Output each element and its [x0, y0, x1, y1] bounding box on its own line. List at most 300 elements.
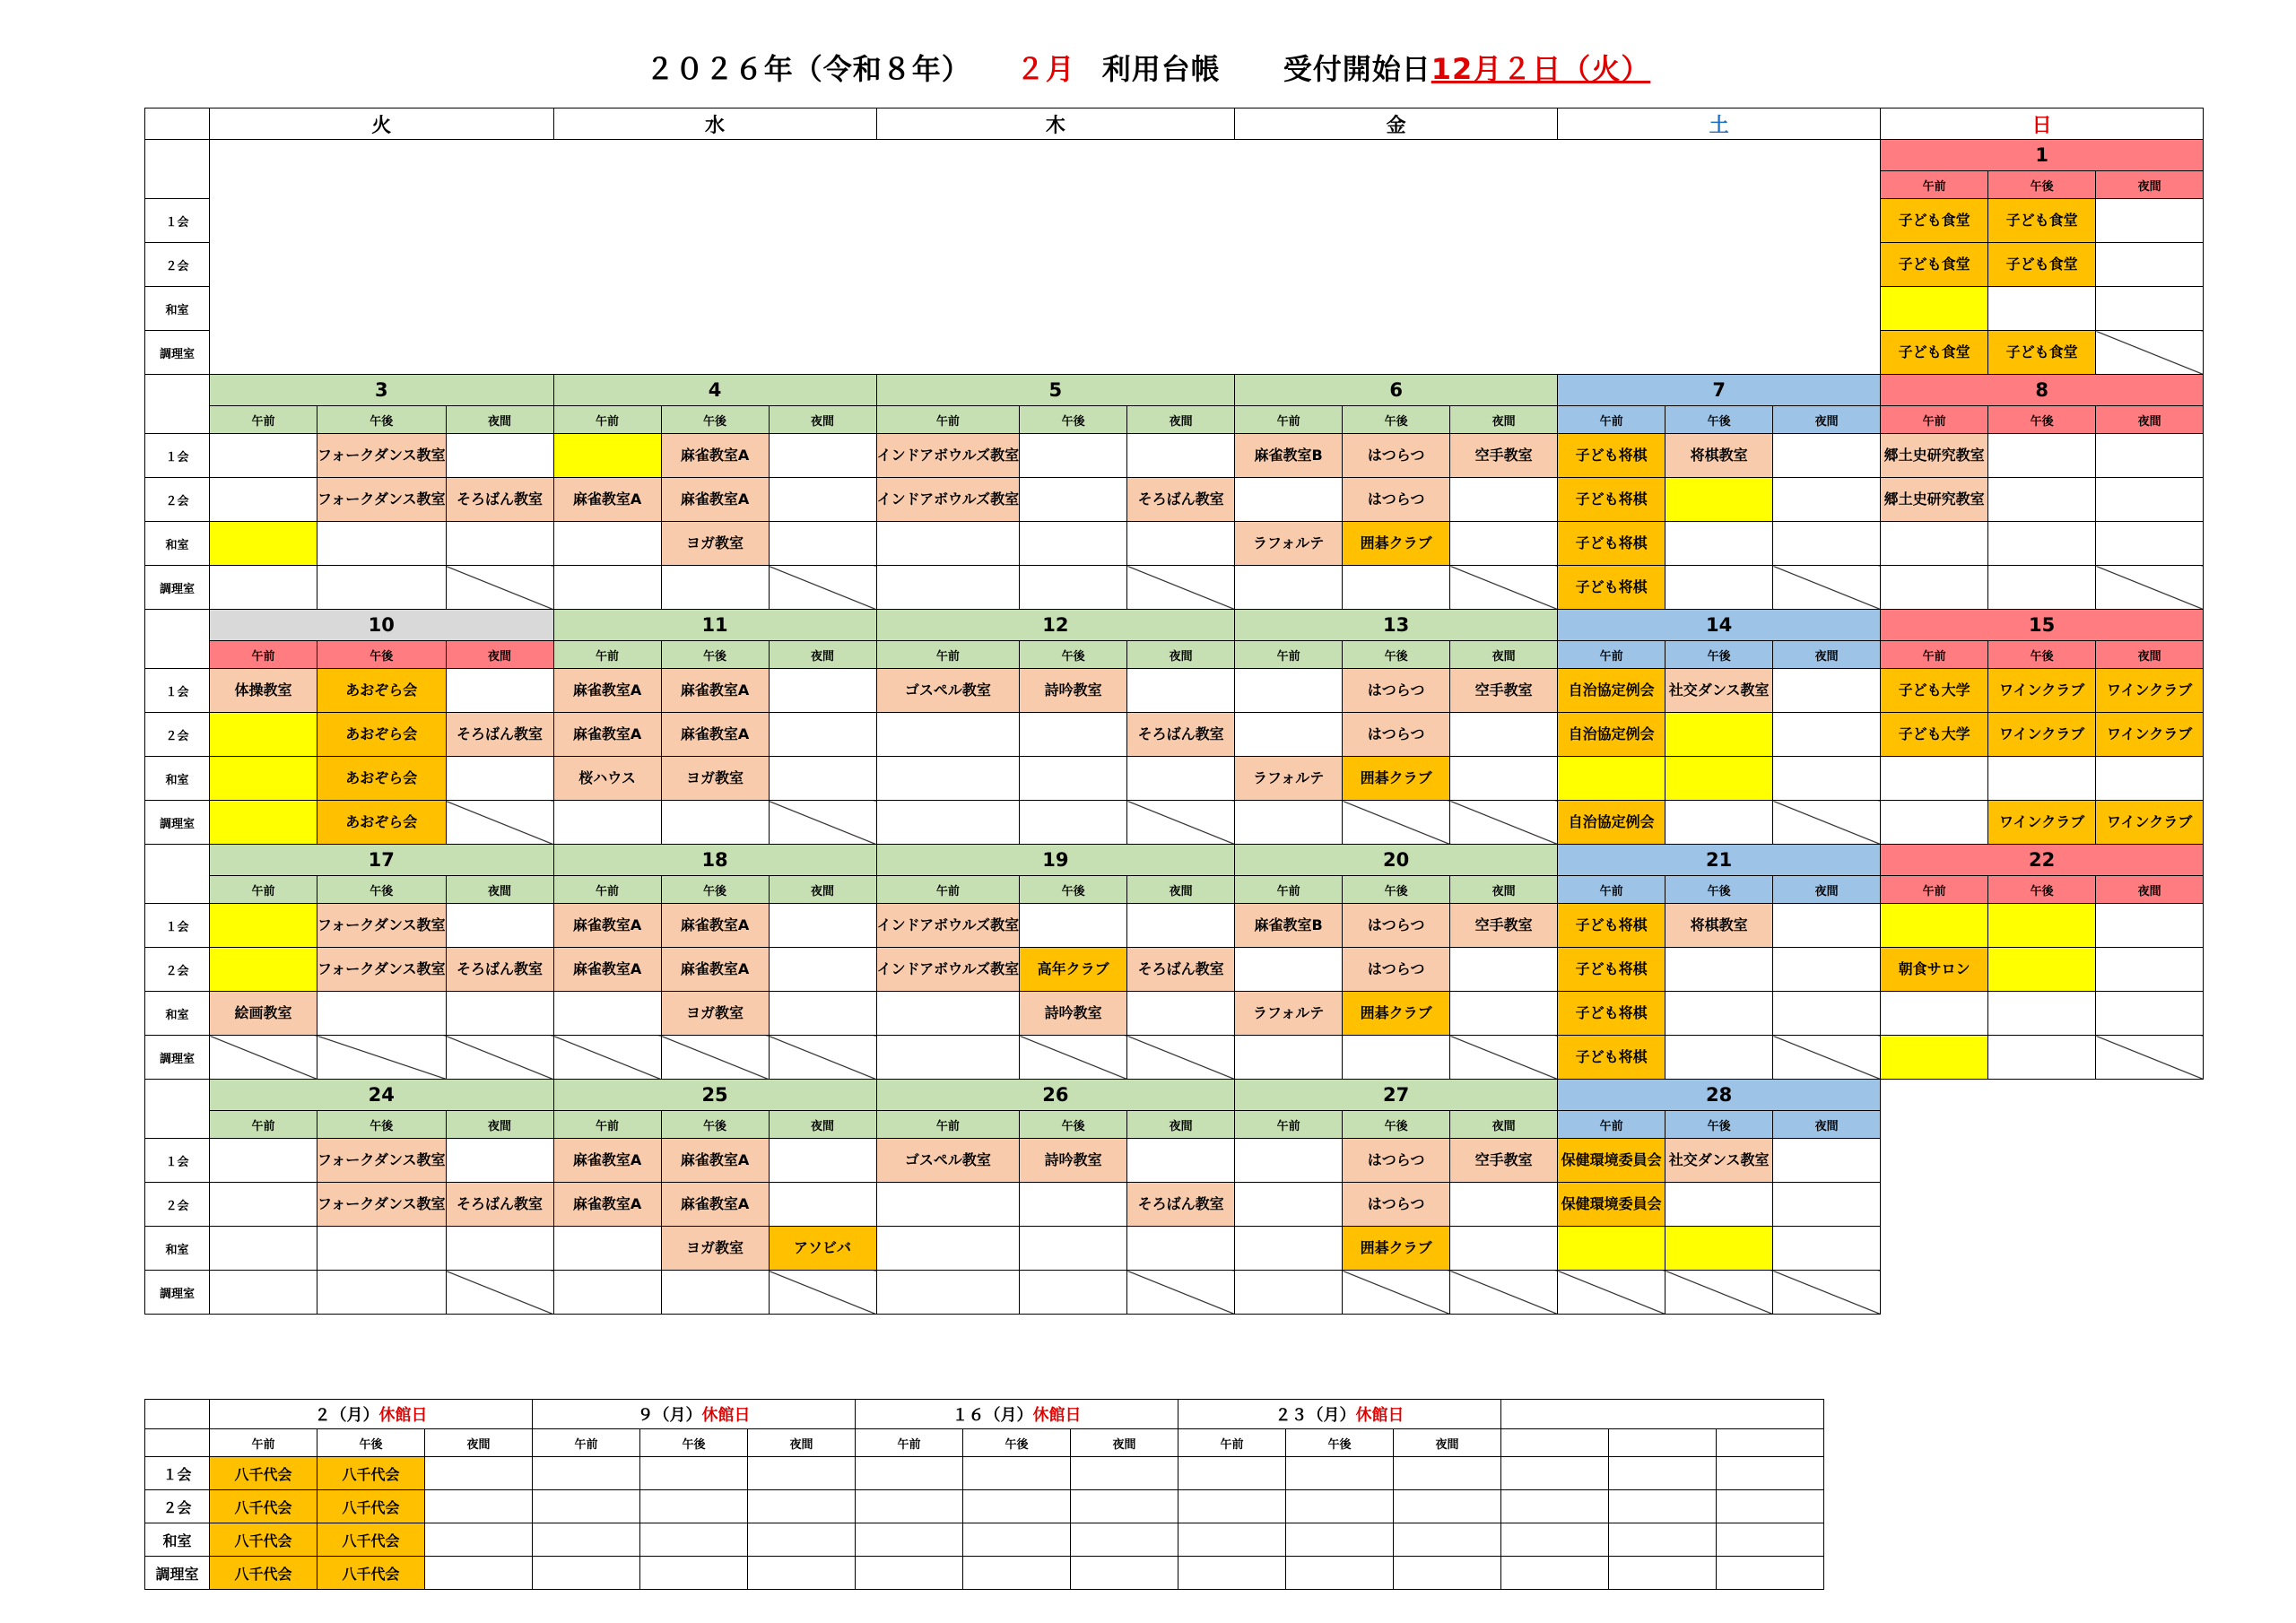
- unavailable-cell: [661, 1036, 769, 1080]
- booking-cell: 囲碁クラブ: [1343, 522, 1450, 566]
- empty-cell: [1235, 801, 1343, 845]
- period-row: [145, 406, 2204, 434]
- booking-cell: 子ども食堂: [1881, 331, 1988, 375]
- empty-cell: [2096, 992, 2204, 1036]
- empty-cell: [1665, 478, 1773, 522]
- empty-cell: [1665, 992, 1773, 1036]
- empty-cell: [1178, 1557, 1286, 1590]
- day-number: 18: [553, 845, 876, 876]
- empty-cell: [1665, 757, 1773, 801]
- unavailable-cell: [1450, 566, 1558, 610]
- empty-cell: [2096, 522, 2204, 566]
- closed-day-date: ２（月）: [314, 1406, 379, 1425]
- period-label: 午後: [1343, 641, 1450, 669]
- period-label: 午後: [1343, 1111, 1450, 1139]
- period-label: 夜間: [2096, 641, 2204, 669]
- booking-cell: インドアボウルズ教室: [876, 434, 1020, 478]
- booking-cell: ワインクラブ: [1988, 713, 2096, 757]
- closed-extra-header: [1501, 1400, 1824, 1429]
- booking-cell: そろばん教室: [446, 948, 553, 992]
- period-label: 午後: [1665, 876, 1773, 904]
- empty-cell: [769, 434, 876, 478]
- closed-extra-cell: [1609, 1457, 1717, 1490]
- day-number: 11: [553, 610, 876, 641]
- day-number: 28: [1558, 1080, 1881, 1111]
- period-label: 午前: [1235, 641, 1343, 669]
- booking-cell: ラフォルテ: [1235, 522, 1343, 566]
- booking-cell: ゴスペル教室: [876, 669, 1020, 713]
- booking-cell: そろばん教室: [1127, 1183, 1235, 1227]
- booking-cell: あおぞら会: [317, 757, 447, 801]
- booking-cell: 社交ダンス教室: [1665, 669, 1773, 713]
- day-number: 24: [210, 1080, 554, 1111]
- empty-cell: [1881, 992, 1988, 1036]
- booking-cell: 八千代会: [210, 1457, 317, 1490]
- empty-cell: [2096, 948, 2204, 992]
- period-label: 午前: [553, 1111, 661, 1139]
- booking-cell: ヨガ教室: [661, 757, 769, 801]
- closed-holiday-label: 休館日: [1032, 1406, 1082, 1425]
- unavailable-cell: [210, 1036, 317, 1080]
- period-label: 午前: [210, 641, 317, 669]
- weekday-1: 水: [553, 108, 876, 140]
- booking-cell: はつらつ: [1343, 434, 1450, 478]
- empty-cell: [1127, 992, 1235, 1036]
- empty-cell: [876, 522, 1020, 566]
- empty-cell: [2096, 478, 2204, 522]
- room-label: 調理室: [145, 1557, 210, 1590]
- booking-cell: 将棋教室: [1665, 904, 1773, 948]
- period-label: 夜間: [1450, 876, 1558, 904]
- room-label: ２会: [145, 1183, 210, 1227]
- period-label: 午後: [661, 406, 769, 434]
- empty-cell: [2096, 434, 2204, 478]
- booking-cell: 八千代会: [317, 1523, 425, 1557]
- date-row: [145, 610, 2204, 641]
- closed-extra-cell: [1501, 1557, 1609, 1590]
- booking-cell: 保健環境委員会: [1558, 1139, 1665, 1183]
- empty-trailing-day: [1881, 1080, 2204, 1315]
- unavailable-cell: [1558, 1271, 1665, 1315]
- booking-cell: 麻雀教室A: [553, 713, 661, 757]
- empty-cell: [446, 757, 553, 801]
- empty-cell: [1881, 566, 1988, 610]
- room-label: ２会: [145, 243, 210, 287]
- empty-cell: [1178, 1457, 1286, 1490]
- empty-cell: [1235, 478, 1343, 522]
- empty-cell: [1665, 522, 1773, 566]
- weekday-0: 火: [210, 108, 554, 140]
- period-label: 午前: [1235, 1111, 1343, 1139]
- empty-cell: [1235, 669, 1343, 713]
- period-label: 午後: [317, 1429, 425, 1457]
- empty-cell: [210, 478, 317, 522]
- closed-date-row: [145, 1400, 1824, 1429]
- period-label: 夜間: [748, 1429, 856, 1457]
- empty-cell: [1020, 1183, 1127, 1227]
- empty-cell: [640, 1523, 748, 1557]
- room-row: [145, 669, 2204, 713]
- empty-cell: [963, 1523, 1071, 1557]
- period-label: 午後: [1988, 876, 2096, 904]
- room-label: 和室: [145, 757, 210, 801]
- empty-cell: [1881, 287, 1988, 331]
- closed-day-date: ９（月）: [637, 1406, 702, 1425]
- booking-cell: 自治協定例会: [1558, 669, 1665, 713]
- period-label: 夜間: [1450, 641, 1558, 669]
- empty-cell: [533, 1490, 640, 1523]
- unavailable-cell: [769, 1271, 876, 1315]
- empty-cell: [1020, 1271, 1127, 1315]
- empty-cell: [1988, 904, 2096, 948]
- booking-cell: フォークダンス教室: [317, 948, 447, 992]
- empty-cell: [963, 1490, 1071, 1523]
- empty-cell: [1071, 1557, 1178, 1590]
- room-row: [145, 522, 2204, 566]
- empty-cell: [1773, 713, 1881, 757]
- period-label: 夜間: [1127, 1111, 1235, 1139]
- booking-cell: 麻雀教室A: [553, 904, 661, 948]
- empty-cell: [1988, 757, 2096, 801]
- booking-cell: 囲碁クラブ: [1343, 1227, 1450, 1271]
- period-label: 午後: [317, 1111, 447, 1139]
- booking-cell: そろばん教室: [1127, 948, 1235, 992]
- empty-cell: [1665, 713, 1773, 757]
- closed-period-row: [145, 1429, 1824, 1457]
- empty-cell: [210, 1227, 317, 1271]
- empty-cell: [210, 1139, 317, 1183]
- period-label: 午前: [1178, 1429, 1286, 1457]
- page-title: [0, 47, 2296, 88]
- empty-cell: [769, 669, 876, 713]
- period-label: 午後: [1665, 641, 1773, 669]
- empty-cell: [1020, 434, 1127, 478]
- empty-cell: [210, 566, 317, 610]
- closed-days-table: [144, 1399, 1824, 1590]
- booking-cell: ラフォルテ: [1235, 757, 1343, 801]
- period-label: 午後: [1020, 1111, 1127, 1139]
- empty-cell: [446, 1227, 553, 1271]
- booking-cell: 麻雀教室A: [661, 713, 769, 757]
- empty-cell: [210, 1183, 317, 1227]
- empty-cell: [425, 1523, 533, 1557]
- room-row: [145, 1036, 2204, 1080]
- period-label: 午前: [876, 641, 1020, 669]
- booking-cell: はつらつ: [1343, 1183, 1450, 1227]
- empty-cell: [533, 1523, 640, 1557]
- room-row: [145, 478, 2204, 522]
- empty-cell: [1127, 1227, 1235, 1271]
- empty-cell: [1286, 1490, 1394, 1523]
- empty-cell: [446, 1139, 553, 1183]
- booking-cell: 麻雀教室B: [1235, 904, 1343, 948]
- empty-cell: [1394, 1457, 1501, 1490]
- empty-cell: [2096, 757, 2204, 801]
- unavailable-cell: [769, 566, 876, 610]
- room-row: [145, 948, 2204, 992]
- period-label: 夜間: [2096, 876, 2204, 904]
- room-label: １会: [145, 1139, 210, 1183]
- date-row: [145, 1080, 2204, 1111]
- booking-cell: 子ども将棋: [1558, 948, 1665, 992]
- empty-cell: [1235, 1227, 1343, 1271]
- empty-cell: [1450, 757, 1558, 801]
- period-label: 午前: [1558, 406, 1665, 434]
- empty-cell: [876, 801, 1020, 845]
- closed-corner-2: [145, 1429, 210, 1457]
- unavailable-cell: [317, 1036, 447, 1080]
- empty-cell: [769, 904, 876, 948]
- closed-extra-cell: [1609, 1523, 1717, 1557]
- closed-day-header: [533, 1400, 856, 1429]
- unavailable-cell: [446, 566, 553, 610]
- period-label: 午前: [553, 406, 661, 434]
- empty-cell: [769, 522, 876, 566]
- room-label: 調理室: [145, 801, 210, 845]
- booking-cell: 子ども将棋: [1558, 1036, 1665, 1080]
- period-label: 午後: [661, 1111, 769, 1139]
- room-label: 和室: [145, 992, 210, 1036]
- unavailable-cell: [1450, 801, 1558, 845]
- period-label: 午前: [876, 876, 1020, 904]
- empty-cell: [640, 1457, 748, 1490]
- empty-cell: [769, 478, 876, 522]
- booking-cell: ワインクラブ: [1988, 801, 2096, 845]
- room-row: [145, 904, 2204, 948]
- unavailable-cell: [1343, 1271, 1450, 1315]
- empty-cell: [553, 1271, 661, 1315]
- empty-cell: [1558, 1227, 1665, 1271]
- empty-cell: [446, 669, 553, 713]
- unavailable-cell: [1127, 801, 1235, 845]
- booking-cell: 麻雀教室A: [661, 948, 769, 992]
- day-number: 22: [1881, 845, 2204, 876]
- period-label: 午後: [317, 876, 447, 904]
- booking-cell: 麻雀教室A: [661, 478, 769, 522]
- empty-cell: [876, 1183, 1020, 1227]
- empty-cell: [1235, 1271, 1343, 1315]
- booking-cell: あおぞら会: [317, 801, 447, 845]
- booking-cell: 子ども将棋: [1558, 904, 1665, 948]
- unavailable-cell: [769, 1036, 876, 1080]
- room-row: [145, 713, 2204, 757]
- period-label: 午前: [1881, 876, 1988, 904]
- empty-cell: [1071, 1490, 1178, 1523]
- period-label: 午前: [1558, 876, 1665, 904]
- booking-cell: ワインクラブ: [2096, 713, 2204, 757]
- room-label: 調理室: [145, 1036, 210, 1080]
- empty-cell: [769, 992, 876, 1036]
- week-label-cell: [145, 610, 210, 669]
- empty-cell: [210, 801, 317, 845]
- unavailable-cell: [1020, 1036, 1127, 1080]
- booking-cell: 郷土史研究教室: [1881, 478, 1988, 522]
- booking-cell: 子ども大学: [1881, 713, 1988, 757]
- date-row: [145, 140, 2204, 171]
- booking-cell: 絵画教室: [210, 992, 317, 1036]
- day-number: 4: [553, 375, 876, 406]
- empty-cell: [1665, 566, 1773, 610]
- period-label: 夜間: [769, 641, 876, 669]
- empty-cell: [446, 992, 553, 1036]
- period-label: 午前: [876, 406, 1020, 434]
- empty-cell: [1773, 478, 1881, 522]
- closed-day-header: [210, 1400, 533, 1429]
- room-label: １会: [145, 669, 210, 713]
- empty-cell: [1665, 1036, 1773, 1080]
- empty-cell: [1988, 948, 2096, 992]
- room-label: ２会: [145, 1490, 210, 1523]
- empty-leading-days: [210, 140, 1881, 375]
- empty-cell: [1235, 1036, 1343, 1080]
- booking-cell: そろばん教室: [1127, 713, 1235, 757]
- booking-cell: そろばん教室: [446, 478, 553, 522]
- unavailable-cell: [1773, 1036, 1881, 1080]
- period-label: 夜間: [1773, 1111, 1881, 1139]
- booking-cell: 自治協定例会: [1558, 801, 1665, 845]
- booking-cell: ヨガ教室: [661, 522, 769, 566]
- booking-cell: 子ども食堂: [1881, 199, 1988, 243]
- empty-cell: [553, 522, 661, 566]
- booking-cell: あおぞら会: [317, 669, 447, 713]
- empty-cell: [1020, 801, 1127, 845]
- weekday-4: 土: [1558, 108, 1881, 140]
- empty-cell: [1127, 757, 1235, 801]
- unavailable-cell: [446, 1271, 553, 1315]
- booking-cell: ラフォルテ: [1235, 992, 1343, 1036]
- empty-cell: [1665, 948, 1773, 992]
- empty-cell: [553, 1227, 661, 1271]
- empty-cell: [1020, 1227, 1127, 1271]
- unavailable-cell: [1127, 566, 1235, 610]
- empty-cell: [446, 522, 553, 566]
- period-label: 午後: [640, 1429, 748, 1457]
- closed-extra-cell: [1609, 1429, 1717, 1457]
- booking-cell: はつらつ: [1343, 478, 1450, 522]
- empty-cell: [533, 1557, 640, 1590]
- empty-cell: [963, 1557, 1071, 1590]
- empty-cell: [1127, 434, 1235, 478]
- booking-cell: ワインクラブ: [2096, 669, 2204, 713]
- empty-cell: [1773, 669, 1881, 713]
- empty-cell: [748, 1523, 856, 1557]
- empty-cell: [317, 566, 447, 610]
- day-number: 25: [553, 1080, 876, 1111]
- period-label: 夜間: [446, 406, 553, 434]
- period-label: 午後: [1020, 876, 1127, 904]
- unavailable-cell: [1773, 566, 1881, 610]
- room-label: １会: [145, 199, 210, 243]
- empty-cell: [533, 1457, 640, 1490]
- booking-cell: ワインクラブ: [2096, 801, 2204, 845]
- empty-cell: [876, 566, 1020, 610]
- unavailable-cell: [1127, 1271, 1235, 1315]
- empty-cell: [769, 1139, 876, 1183]
- period-label: 夜間: [769, 1111, 876, 1139]
- unavailable-cell: [1773, 801, 1881, 845]
- booking-cell: 子ども食堂: [1988, 331, 2096, 375]
- day-number: 14: [1558, 610, 1881, 641]
- booking-cell: フォークダンス教室: [317, 1183, 447, 1227]
- period-label: 午後: [1988, 641, 2096, 669]
- booking-cell: フォークダンス教室: [317, 1139, 447, 1183]
- empty-cell: [1988, 478, 2096, 522]
- unavailable-cell: [1450, 1271, 1558, 1315]
- period-label: 夜間: [769, 876, 876, 904]
- empty-cell: [661, 1271, 769, 1315]
- empty-cell: [210, 522, 317, 566]
- closed-day-date: ２３（月）: [1274, 1406, 1356, 1425]
- booking-cell: ゴスペル教室: [876, 1139, 1020, 1183]
- period-label: 夜間: [1127, 406, 1235, 434]
- empty-cell: [769, 713, 876, 757]
- booking-cell: 麻雀教室A: [553, 478, 661, 522]
- closed-day-date: １６（月）: [952, 1406, 1033, 1425]
- booking-cell: 八千代会: [210, 1490, 317, 1523]
- empty-cell: [1773, 992, 1881, 1036]
- period-label: 午前: [876, 1111, 1020, 1139]
- booking-cell: フォークダンス教室: [317, 434, 447, 478]
- day-number: 7: [1558, 375, 1881, 406]
- booking-cell: 麻雀教室A: [661, 904, 769, 948]
- room-row: [145, 566, 2204, 610]
- booking-cell: はつらつ: [1343, 904, 1450, 948]
- unavailable-cell: [553, 1036, 661, 1080]
- booking-cell: 麻雀教室A: [661, 1139, 769, 1183]
- period-row: [145, 641, 2204, 669]
- empty-cell: [1235, 1139, 1343, 1183]
- booking-cell: 自治協定例会: [1558, 713, 1665, 757]
- empty-cell: [2096, 287, 2204, 331]
- room-label: １会: [145, 434, 210, 478]
- booking-cell: 麻雀教室B: [1235, 434, 1343, 478]
- booking-cell: 詩吟教室: [1020, 669, 1127, 713]
- booking-cell: インドアボウルズ教室: [876, 478, 1020, 522]
- room-label: 和室: [145, 287, 210, 331]
- empty-cell: [1881, 522, 1988, 566]
- period-label: 夜間: [1773, 876, 1881, 904]
- booking-cell: ヨガ教室: [661, 992, 769, 1036]
- booking-cell: 八千代会: [317, 1457, 425, 1490]
- empty-cell: [1020, 713, 1127, 757]
- empty-cell: [876, 1271, 1020, 1315]
- room-label: 和室: [145, 1227, 210, 1271]
- empty-cell: [1773, 1227, 1881, 1271]
- empty-cell: [963, 1457, 1071, 1490]
- period-label: 午前: [210, 1111, 317, 1139]
- title-ledger: 利用台帳: [1101, 52, 1221, 86]
- day-number: 12: [876, 610, 1235, 641]
- header-corner: [145, 108, 210, 140]
- unavailable-cell: [2096, 331, 2204, 375]
- period-label: 午後: [1665, 1111, 1773, 1139]
- weekday-2: 木: [876, 108, 1235, 140]
- room-row: [145, 992, 2204, 1036]
- week-label-cell: [145, 1080, 210, 1139]
- booking-cell: 空手教室: [1450, 904, 1558, 948]
- booking-cell: 保健環境委員会: [1558, 1183, 1665, 1227]
- booking-cell: 麻雀教室A: [553, 1183, 661, 1227]
- empty-cell: [425, 1457, 533, 1490]
- room-label: １会: [145, 904, 210, 948]
- closed-day-header: [856, 1400, 1178, 1429]
- empty-cell: [1988, 566, 2096, 610]
- period-label: 夜間: [1450, 1111, 1558, 1139]
- period-label: 午前: [1881, 641, 1988, 669]
- empty-cell: [2096, 243, 2204, 287]
- room-label: 調理室: [145, 331, 210, 375]
- empty-cell: [446, 904, 553, 948]
